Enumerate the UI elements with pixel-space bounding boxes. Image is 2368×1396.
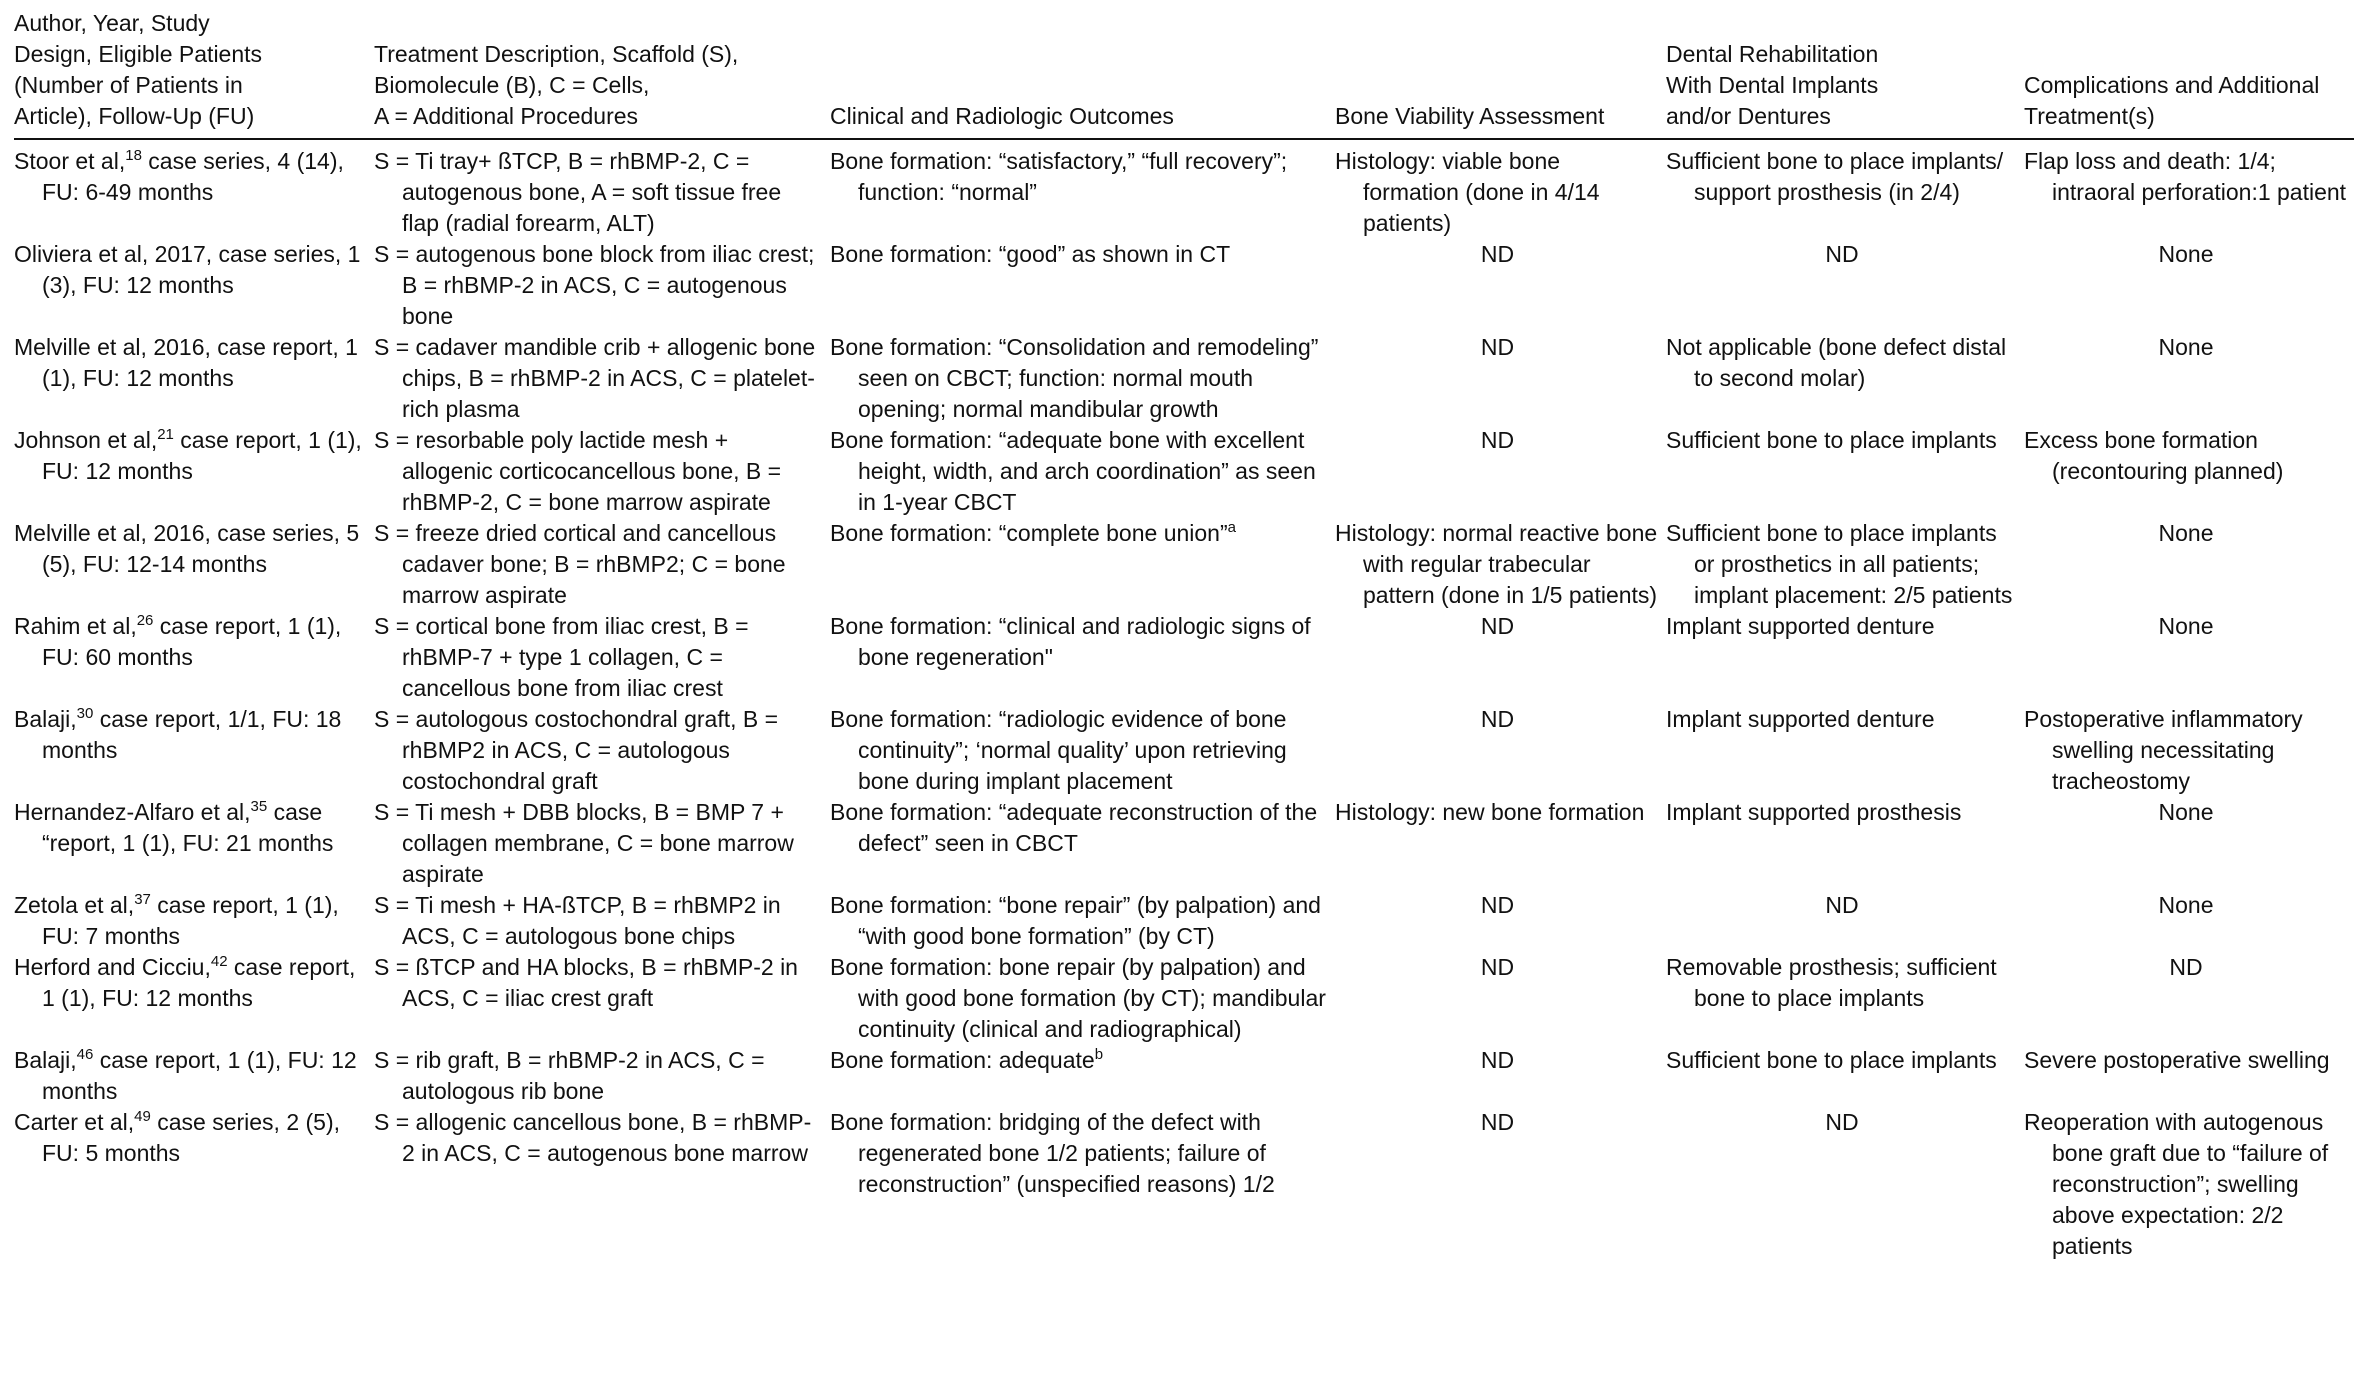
cell-outcomes-text [830, 890, 1329, 952]
cell-author [14, 239, 374, 332]
cell-treatment-text: S = Ti mesh + DBB blocks, B = BMP 7 + collagen membrane, C = bone marrow aspirate [374, 799, 794, 887]
header-complications: Complications and Additional Treatment(s) [2024, 72, 2320, 129]
cell-author-main: Stoor et al, [14, 148, 126, 174]
cell-rehab-text: ND [1825, 1109, 1859, 1135]
cell-author [14, 952, 374, 1045]
cell-outcomes [830, 425, 1335, 518]
cell-outcomes-text [830, 332, 1329, 425]
cell-viability-text: ND [1480, 241, 1515, 267]
cell-outcomes [830, 704, 1335, 797]
cell-author [14, 1107, 374, 1262]
cell-rehab [1666, 1107, 2024, 1262]
cell-outcomes [830, 1107, 1335, 1262]
cell-author-main: Rahim et al, [14, 613, 137, 639]
reference-superscript: 30 [76, 705, 94, 722]
cell-author-main: Melville et al, 2016, case report, 1 (1), FU: 12 months [14, 334, 358, 391]
cell-outcomes-text [830, 952, 1329, 1045]
cell-treatment-text: S = allogenic cancellous bone, B = rhBMP-2 in ACS, C = autogenous bone marrow [374, 1109, 812, 1166]
cell-viability [1335, 952, 1666, 1045]
cell-viability-text: ND [1480, 334, 1515, 360]
cell-rehab-text: ND [1825, 241, 1859, 267]
table-row [14, 1107, 2354, 1262]
reference-superscript: 21 [157, 426, 174, 443]
cell-treatment [374, 797, 830, 890]
cell-author-rest: case report, 1/1, FU: 18 months [42, 706, 342, 763]
cell-outcomes-main: Bone formation: “adequate reconstruction of the defect” seen in CBCT [830, 799, 1318, 856]
cell-outcomes-text [830, 239, 1329, 270]
cell-treatment-text: S = resorbable poly lactide mesh + allogenic corticocancellous bone, B = rhBMP-2, C = bone marrow aspirate [374, 427, 782, 515]
cell-viability-text: ND [1480, 706, 1515, 732]
table-row [14, 425, 2354, 518]
cell-treatment [374, 952, 830, 1045]
cell-complications [2024, 425, 2354, 518]
cell-viability-text: ND [1480, 427, 1515, 453]
cell-outcomes-text [830, 425, 1329, 518]
header-viability: Bone Viability Assessment [1335, 103, 1605, 129]
header-rehab: Dental Rehabilitation With Dental Implants and/or Dentures [1666, 41, 1879, 129]
cell-author-main: Carter et al, [14, 1109, 135, 1135]
cell-author-text [14, 1107, 368, 1169]
cell-treatment-text: S = autogenous bone block from iliac crest; B = rhBMP-2 in ACS, C = autogenous bone [374, 241, 815, 329]
cell-treatment [374, 139, 830, 239]
cell-complications [2024, 952, 2354, 1045]
cell-treatment [374, 704, 830, 797]
cell-rehab-text: Implant supported denture [1666, 613, 1935, 639]
cell-author-rest: case report, 1 (1), FU: 12 months [42, 1047, 357, 1104]
cell-complications-text: Postoperative inflammatory swelling necessitating tracheostomy [2024, 706, 2303, 794]
cell-author-text [14, 952, 368, 1014]
cell-complications-text: Flap loss and death: 1/4; intraoral perforation:1 patient [2024, 148, 2347, 205]
cell-treatment-text: S = Ti mesh + HA-ßTCP, B = rhBMP2 in ACS, C = autologous bone chips [374, 892, 781, 949]
cell-rehab-text: ND [1825, 892, 1859, 918]
reference-superscript: 42 [210, 953, 228, 970]
reference-superscript: 46 [76, 1046, 94, 1063]
cell-treatment-text: S = Ti tray+ ßTCP, B = rhBMP-2, C = autogenous bone, A = soft tissue free flap (radial forearm, ALT) [374, 148, 782, 236]
cell-author-rest: case series, 4 (14), FU: 6-49 months [42, 148, 344, 205]
cell-rehab [1666, 332, 2024, 425]
cell-author-text [14, 890, 368, 952]
cell-treatment [374, 518, 830, 611]
cell-treatment-text: S = cadaver mandible crib + allogenic bone chips, B = rhBMP-2 in ACS, C = platelet-rich plasma [374, 334, 816, 422]
cell-complications-text: None [2158, 892, 2214, 918]
cell-author [14, 518, 374, 611]
cell-complications-text: None [2158, 334, 2214, 360]
table-body [14, 139, 2354, 1262]
cell-outcomes [830, 1045, 1335, 1107]
cell-outcomes [830, 139, 1335, 239]
cell-author-text [14, 611, 368, 673]
cell-complications [2024, 890, 2354, 952]
cell-author-text [14, 425, 368, 487]
cell-treatment [374, 1045, 830, 1107]
cell-treatment [374, 425, 830, 518]
cell-viability-text: ND [1480, 892, 1515, 918]
cell-viability [1335, 139, 1666, 239]
cell-complications-text: Reoperation with autogenous bone graft due to “failure of reconstruction”; swelling above expectation: 2/2 patients [2024, 1109, 2329, 1259]
cell-outcomes [830, 611, 1335, 704]
cell-viability [1335, 425, 1666, 518]
cell-rehab [1666, 890, 2024, 952]
cell-rehab [1666, 704, 2024, 797]
cell-author [14, 139, 374, 239]
cell-author-text [14, 518, 368, 580]
reference-superscript: 49 [134, 1108, 151, 1125]
cell-viability-text: Histology: new bone formation [1335, 799, 1645, 825]
cell-author-rest: case report, 1 (1), FU: 60 months [42, 613, 342, 670]
studies-table [14, 8, 2354, 1262]
cell-complications [2024, 1045, 2354, 1107]
table-row [14, 890, 2354, 952]
reference-superscript: 35 [250, 798, 268, 815]
table-row [14, 139, 2354, 239]
cell-author [14, 332, 374, 425]
cell-rehab [1666, 518, 2024, 611]
cell-outcomes-text [830, 518, 1329, 549]
cell-author-rest: case report, 1 (1), FU: 12 months [42, 954, 356, 1011]
cell-outcomes [830, 890, 1335, 952]
cell-outcomes [830, 952, 1335, 1045]
cell-author-rest: case series, 2 (5), FU: 5 months [42, 1109, 341, 1166]
cell-author-text [14, 704, 368, 766]
cell-outcomes-main: Bone formation: “Consolidation and remodeling” seen on CBCT; function: normal mouth opening; normal mandibular growth [830, 334, 1319, 422]
cell-outcomes-main: Bone formation: bridging of the defect with regenerated bone 1/2 patients; failure of reconstruction” (unspecified reasons) 1/2 [830, 1109, 1275, 1197]
cell-rehab [1666, 952, 2024, 1045]
cell-outcomes-main: Bone formation: adequate [830, 1047, 1095, 1073]
cell-viability [1335, 1107, 1666, 1262]
cell-outcomes [830, 518, 1335, 611]
cell-author-main: Johnson et al, [14, 427, 158, 453]
cell-viability [1335, 332, 1666, 425]
cell-author-main: Balaji, [14, 706, 77, 732]
cell-viability [1335, 1045, 1666, 1107]
cell-rehab-text: Implant supported denture [1666, 706, 1935, 732]
cell-outcomes-text [830, 146, 1329, 208]
cell-outcomes-main: Bone formation: “clinical and radiologic signs of bone regeneration" [830, 613, 1311, 670]
cell-viability-text: Histology: normal reactive bone with regular trabecular pattern (done in 1/5 patients) [1335, 520, 1658, 608]
cell-outcomes-main: Bone formation: “adequate bone with excellent height, width, and arch coordination” as seen in 1-year CBCT [830, 427, 1316, 515]
cell-rehab-text: Sufficient bone to place implants/ support prosthesis (in 2/4) [1666, 148, 2004, 205]
cell-author-text [14, 1045, 368, 1107]
cell-rehab-text: Sufficient bone to place implants or prosthetics in all patients; implant placement: 2/5 patients [1666, 520, 2013, 608]
cell-treatment [374, 890, 830, 952]
table-row [14, 797, 2354, 890]
cell-author-rest: case report, 1 (1), FU: 7 months [42, 892, 339, 949]
cell-author-main: Zetola et al, [14, 892, 135, 918]
cell-viability [1335, 611, 1666, 704]
cell-treatment-text: S = cortical bone from iliac crest, B = rhBMP-7 + type 1 collagen, C = cancellous bone from iliac crest [374, 613, 749, 701]
cell-outcomes-text [830, 611, 1329, 673]
cell-outcomes-main: Bone formation: “good” as shown in CT [830, 241, 1231, 267]
cell-author-text [14, 797, 368, 859]
cell-author [14, 890, 374, 952]
table-row [14, 332, 2354, 425]
cell-rehab [1666, 139, 2024, 239]
cell-complications-text: None [2158, 613, 2214, 639]
cell-outcomes [830, 332, 1335, 425]
cell-viability-text: ND [1480, 1109, 1515, 1135]
cell-complications [2024, 797, 2354, 890]
cell-author-text [14, 332, 368, 394]
header-treatment: Treatment Description, Scaffold (S), Biomolecule (B), C = Cells, A = Additional Procedures [374, 41, 739, 129]
cell-outcomes-text [830, 704, 1329, 797]
cell-outcomes-main: Bone formation: “complete bone union” [830, 520, 1228, 546]
cell-rehab-text: Sufficient bone to place implants [1666, 427, 1997, 453]
cell-rehab-text: Implant supported prosthesis [1666, 799, 1962, 825]
cell-outcomes-main: Bone formation: “bone repair” (by palpation) and “with good bone formation” (by CT) [830, 892, 1321, 949]
cell-rehab-text: Sufficient bone to place implants [1666, 1047, 1997, 1073]
cell-outcomes-text [830, 1107, 1329, 1200]
cell-viability [1335, 239, 1666, 332]
cell-complications-text: ND [2169, 954, 2203, 980]
cell-viability [1335, 797, 1666, 890]
cell-outcomes [830, 239, 1335, 332]
cell-treatment-text: S = autologous costochondral graft, B = rhBMP2 in ACS, C = autologous costochondral graft [374, 706, 779, 794]
reference-superscript: a [1227, 519, 1236, 536]
cell-complications-text: None [2158, 241, 2214, 267]
cell-treatment-text: S = ßTCP and HA blocks, B = rhBMP-2 in ACS, C = iliac crest graft [374, 954, 798, 1011]
cell-treatment [374, 239, 830, 332]
cell-author-text [14, 239, 368, 301]
cell-author-main: Hernandez-Alfaro et al, [14, 799, 251, 825]
cell-complications-text: None [2158, 799, 2214, 825]
cell-treatment [374, 332, 830, 425]
cell-complications [2024, 611, 2354, 704]
cell-outcomes-main: Bone formation: “radiologic evidence of bone continuity”; ‘normal quality’ upon retrieving bone during implant placement [830, 706, 1287, 794]
table-row [14, 1045, 2354, 1107]
cell-rehab [1666, 1045, 2024, 1107]
cell-outcomes-text [830, 797, 1329, 859]
cell-rehab [1666, 239, 2024, 332]
table-row [14, 518, 2354, 611]
cell-complications [2024, 332, 2354, 425]
cell-outcomes-text [830, 1045, 1329, 1076]
cell-complications [2024, 139, 2354, 239]
cell-treatment-text: S = rib graft, B = rhBMP-2 in ACS, C = autologous rib bone [374, 1047, 765, 1104]
cell-rehab-text: Removable prosthesis; sufficient bone to place implants [1666, 954, 1997, 1011]
cell-complications-text: Severe postoperative swelling [2024, 1047, 2330, 1073]
cell-author-main: Oliviera et al, 2017, case series, 1 (3), FU: 12 months [14, 241, 361, 298]
reference-superscript: 37 [134, 891, 151, 908]
cell-author [14, 425, 374, 518]
table-row [14, 611, 2354, 704]
cell-outcomes [830, 797, 1335, 890]
cell-viability [1335, 704, 1666, 797]
cell-author-main: Herford and Cicciu, [14, 954, 211, 980]
cell-treatment [374, 611, 830, 704]
cell-author-main: Melville et al, 2016, case series, 5 (5), FU: 12-14 months [14, 520, 360, 577]
cell-viability [1335, 518, 1666, 611]
cell-viability-text: ND [1480, 1047, 1515, 1073]
cell-complications [2024, 1107, 2354, 1262]
table-row [14, 952, 2354, 1045]
cell-author [14, 611, 374, 704]
table-row [14, 704, 2354, 797]
cell-treatment-text: S = freeze dried cortical and cancellous cadaver bone; B = rhBMP2; C = bone marrow aspirate [374, 520, 786, 608]
cell-complications-text: Excess bone formation (recontouring planned) [2024, 427, 2284, 484]
reference-superscript: b [1094, 1046, 1104, 1063]
cell-complications [2024, 239, 2354, 332]
cell-rehab [1666, 797, 2024, 890]
cell-author-rest: case report, 1 (1), FU: 12 months [42, 427, 362, 484]
cell-complications-text: None [2158, 520, 2214, 546]
cell-author [14, 1045, 374, 1107]
cell-author-rest: case “report, 1 (1), FU: 21 months [42, 799, 334, 856]
cell-viability-text: ND [1480, 954, 1515, 980]
cell-author-main: Balaji, [14, 1047, 77, 1073]
cell-rehab [1666, 425, 2024, 518]
header-outcomes: Clinical and Radiologic Outcomes [830, 103, 1174, 129]
cell-treatment [374, 1107, 830, 1262]
reference-superscript: 18 [125, 147, 142, 164]
cell-complications [2024, 704, 2354, 797]
cell-rehab [1666, 611, 2024, 704]
reference-superscript: 26 [136, 612, 154, 629]
cell-author [14, 704, 374, 797]
cell-author-text [14, 146, 368, 208]
table-header-row [14, 8, 2354, 139]
header-author: Author, Year, Study Design, Eligible Patients (Number of Patients in Article), Follow-Up (FU) [14, 10, 263, 129]
cell-viability [1335, 890, 1666, 952]
cell-outcomes-main: Bone formation: “satisfactory,” “full recovery”; function: “normal” [830, 148, 1288, 205]
table-row [14, 239, 2354, 332]
cell-rehab-text: Not applicable (bone defect distal to second molar) [1666, 334, 2007, 391]
cell-author [14, 797, 374, 890]
cell-complications [2024, 518, 2354, 611]
cell-viability-text: Histology: viable bone formation (done in 4/14 patients) [1335, 148, 1600, 236]
cell-viability-text: ND [1480, 613, 1515, 639]
cell-outcomes-main: Bone formation: bone repair (by palpation) and with good bone formation (by CT); mandibular continuity (clinical and radiographical) [830, 954, 1326, 1042]
